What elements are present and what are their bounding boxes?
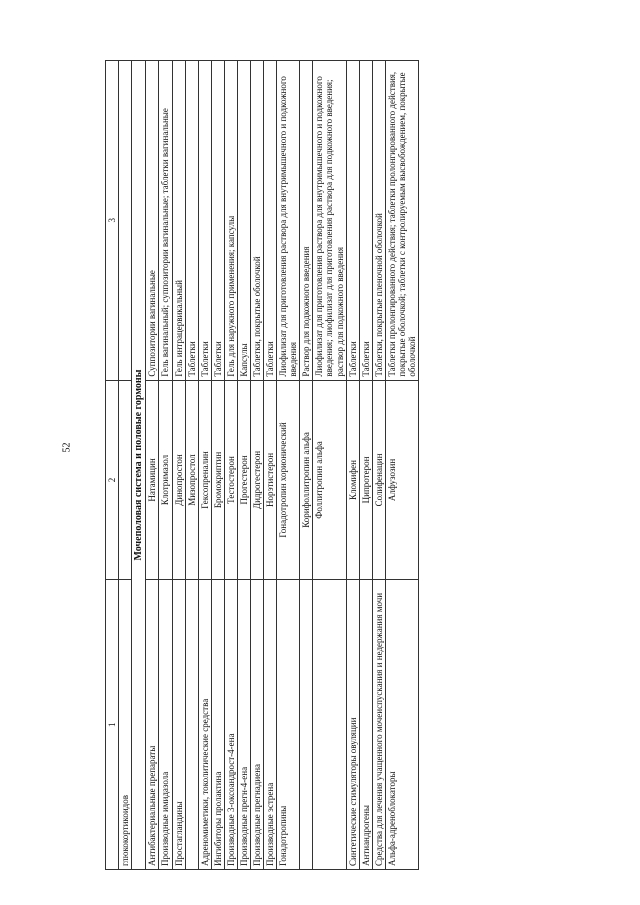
top-row-group: глюкокортикоидов <box>119 580 132 870</box>
group-cell: Производные имидазола <box>159 580 172 870</box>
form-cell: Таблетки <box>185 61 198 381</box>
form-cell: Гель интрацервикальный <box>172 61 185 381</box>
group-cell: Ингибиторы пролактина <box>211 580 224 870</box>
drug-cell: Корифоллитропин альфа <box>300 380 313 580</box>
top-row <box>119 61 132 870</box>
group-cell: Гонадотропины <box>277 580 300 870</box>
drug-cell: Фоллитропин альфа <box>313 380 346 580</box>
table-row <box>237 61 250 870</box>
top-row-form <box>119 61 132 381</box>
drug-cell: Гексопреналин <box>198 380 211 580</box>
table-row <box>224 61 237 870</box>
drug-cell: Гонадотропин хорионический <box>277 380 300 580</box>
page-number: 52 <box>61 442 73 453</box>
table-row <box>185 61 198 870</box>
group-cell <box>313 580 346 870</box>
group-cell: Антибактериальные препараты <box>146 580 159 870</box>
drug-cell: Динопростон <box>172 380 185 580</box>
group-cell: Простагландины <box>172 580 185 870</box>
table-row <box>385 61 418 870</box>
table-row <box>198 61 211 870</box>
form-cell: Таблетки пролонгированного действия; таблетки пролонгированного действия, покрытые оболочкой; таблетки с контролируемым высвобождением, покрытые оболочкой <box>385 61 418 381</box>
group-cell: Производные прегн-4-ена <box>237 580 250 870</box>
table-row <box>264 61 277 870</box>
rotated-table-area <box>105 60 601 870</box>
group-cell <box>185 580 198 870</box>
group-cell: Синтетические стимуляторы овуляции <box>346 580 359 870</box>
drug-cell: Солифенацин <box>372 380 385 580</box>
top-row-drug <box>119 380 132 580</box>
form-cell: Таблетки <box>211 61 224 381</box>
drug-cell: Кломифен <box>346 380 359 580</box>
table-container <box>105 60 601 870</box>
drug-cell: Дидрогестерон <box>250 380 263 580</box>
form-cell: Гель для наружного применения; капсулы <box>224 61 237 381</box>
table-row <box>372 61 385 870</box>
drug-table <box>105 60 419 870</box>
form-cell: Таблетки, покрытые оболочкой <box>250 61 263 381</box>
table-row <box>300 61 313 870</box>
group-cell: Средства для лечения учащенного мочеиспускания и недержания мочи <box>372 580 385 870</box>
group-cell: Производные прегнадиена <box>250 580 263 870</box>
drug-cell: Бромокриптин <box>211 380 224 580</box>
drug-cell: Мизопростол <box>185 380 198 580</box>
drug-cell: Натамицин <box>146 380 159 580</box>
table-row <box>359 61 372 870</box>
drug-cell: Клотримазол <box>159 380 172 580</box>
form-cell: Капсулы <box>237 61 250 381</box>
form-cell: Раствор для подкожного введения <box>300 61 313 381</box>
form-cell: Таблетки <box>346 61 359 381</box>
header-col-1: 1 <box>106 580 119 870</box>
drug-cell: Алфузозин <box>385 380 418 580</box>
table-row <box>159 61 172 870</box>
table-row <box>146 61 159 870</box>
header-row <box>106 61 119 870</box>
table-row <box>277 61 300 870</box>
form-cell: Гель вагинальный; суппозитории вагинальные; таблетки вагинальные <box>159 61 172 381</box>
section-title: Мочеполовая система и половые гормоны <box>132 61 146 870</box>
table-row <box>346 61 359 870</box>
form-cell: Таблетки <box>359 61 372 381</box>
drug-cell: Норэтистерон <box>264 380 277 580</box>
drug-cell: Ципротерон <box>359 380 372 580</box>
header-col-2: 2 <box>106 380 119 580</box>
drug-cell: Прогестерон <box>237 380 250 580</box>
form-cell: Лиофилизат для приготовления раствора для внутримышечного и подкожного введения; лиофилизат для приготовления раствора для подкожного введения; раствор для подкожного введения <box>313 61 346 381</box>
section-row <box>132 61 146 870</box>
form-cell: Таблетки <box>264 61 277 381</box>
form-cell: Суппозитории вагинальные <box>146 61 159 381</box>
group-cell: Альфа-адреноблокаторы <box>385 580 418 870</box>
table-row <box>313 61 346 870</box>
group-cell: Антиандрогены <box>359 580 372 870</box>
form-cell: Таблетки, покрытые пленочной оболочкой <box>372 61 385 381</box>
drug-cell: Тестостерон <box>224 380 237 580</box>
group-cell: Производные эстрена <box>264 580 277 870</box>
group-cell: Адреномиметики, токолитические средства <box>198 580 211 870</box>
table-row <box>250 61 263 870</box>
header-col-3: 3 <box>106 61 119 381</box>
group-cell: Производные 3-оксоандрост-4-ена <box>224 580 237 870</box>
form-cell: Лиофилизат для приготовления раствора для внутримышечного и подкожного введения <box>277 61 300 381</box>
table-row <box>172 61 185 870</box>
group-cell <box>300 580 313 870</box>
table-row <box>211 61 224 870</box>
form-cell: Таблетки <box>198 61 211 381</box>
